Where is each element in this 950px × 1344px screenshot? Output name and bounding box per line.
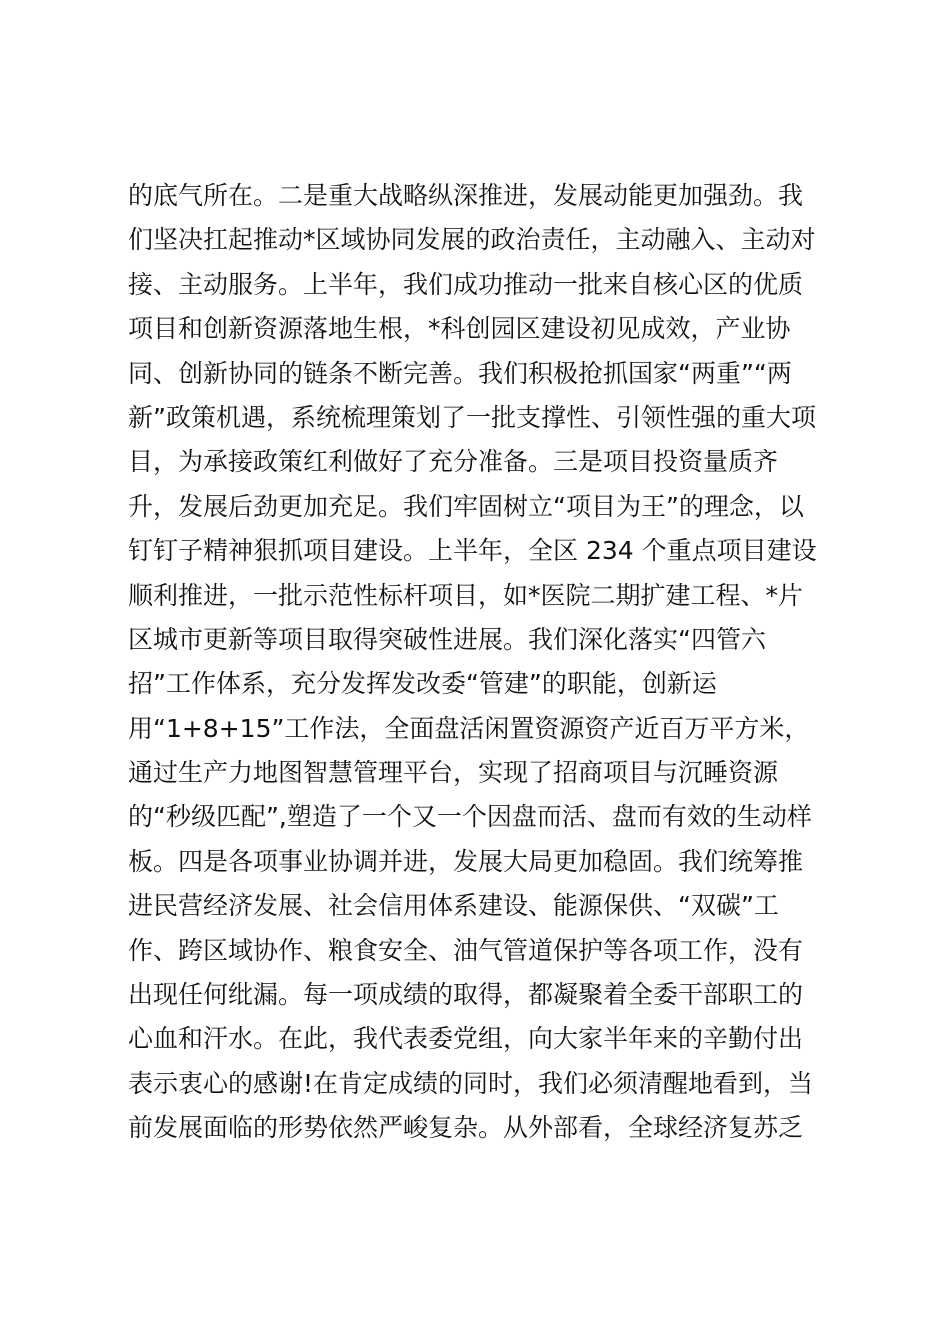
text-line: 心血和汗水。在此，我代表委党组，向大家半年来的辛勤付出 [128, 1024, 804, 1054]
text-line: 的“秒级匹配”,塑造了一个又一个因盘而活、盘而有效的生动样 [128, 802, 812, 832]
body-text [128, 174, 848, 1151]
text-line: 招”工作体系，充分发挥发改委“管建”的职能，创新运 [128, 669, 717, 699]
text-line: 区城市更新等项目取得突破性进展。我们深化落实“四管六 [128, 624, 766, 654]
text-line: 进民营经济发展、社会信用体系建设、能源保供、“双碳”工 [128, 891, 779, 921]
text-line: 顺利推进，一批示范性标杆项目，如*医院二期扩建工程、*片 [128, 580, 804, 610]
text-line: 表示衷心的感谢!在肯定成绩的同时，我们必须清醒地看到，当 [128, 1068, 814, 1098]
text-line: 同、创新协同的链条不断完善。我们积极抢抓国家“两重”“两 [128, 358, 792, 388]
text-line: 们坚决扛起推动*区域协同发展的政治责任，主动融入、主动对 [128, 225, 816, 255]
text-line: 板。四是各项事业协调并进，发展大局更加稳固。我们统筹推 [128, 846, 804, 876]
text-line: 出现任何纰漏。每一项成绩的取得，都凝聚着全委干部职工的 [128, 980, 804, 1010]
text-line: 前发展面临的形势依然严峻复杂。从外部看，全球经济复苏乏 [128, 1113, 804, 1143]
text-line: 接、主动服务。上半年，我们成功推动一批来自核心区的优质 [128, 269, 804, 299]
text-line: 升，发展后劲更加充足。我们牢固树立“项目为王”的理念，以 [128, 491, 804, 521]
text-line: 用“1+8+15”工作法，全面盘活闲置资源资产近百万平方米， [128, 713, 810, 743]
text-line: 通过生产力地图智慧管理平台，实现了招商项目与沉睡资源 [128, 758, 779, 788]
text-line: 目，为承接政策红利做好了充分准备。三是项目投资量质齐 [128, 447, 779, 477]
text-line: 作、跨区域协作、粮食安全、油气管道保护等各项工作，没有 [128, 935, 804, 965]
text-line: 钉钉子精神狠抓项目建设。上半年，全区 234 个重点项目建设 [128, 536, 817, 566]
text-line: 的底气所在。二是重大战略纵深推进，发展动能更加强劲。我 [128, 181, 804, 210]
text-line: 项目和创新资源落地生根，*科创园区建设初见成效，产业协 [128, 314, 791, 344]
text-line: 新”政策机遇，系统梳理策划了一批支撑性、引领性强的重大项 [128, 402, 816, 432]
